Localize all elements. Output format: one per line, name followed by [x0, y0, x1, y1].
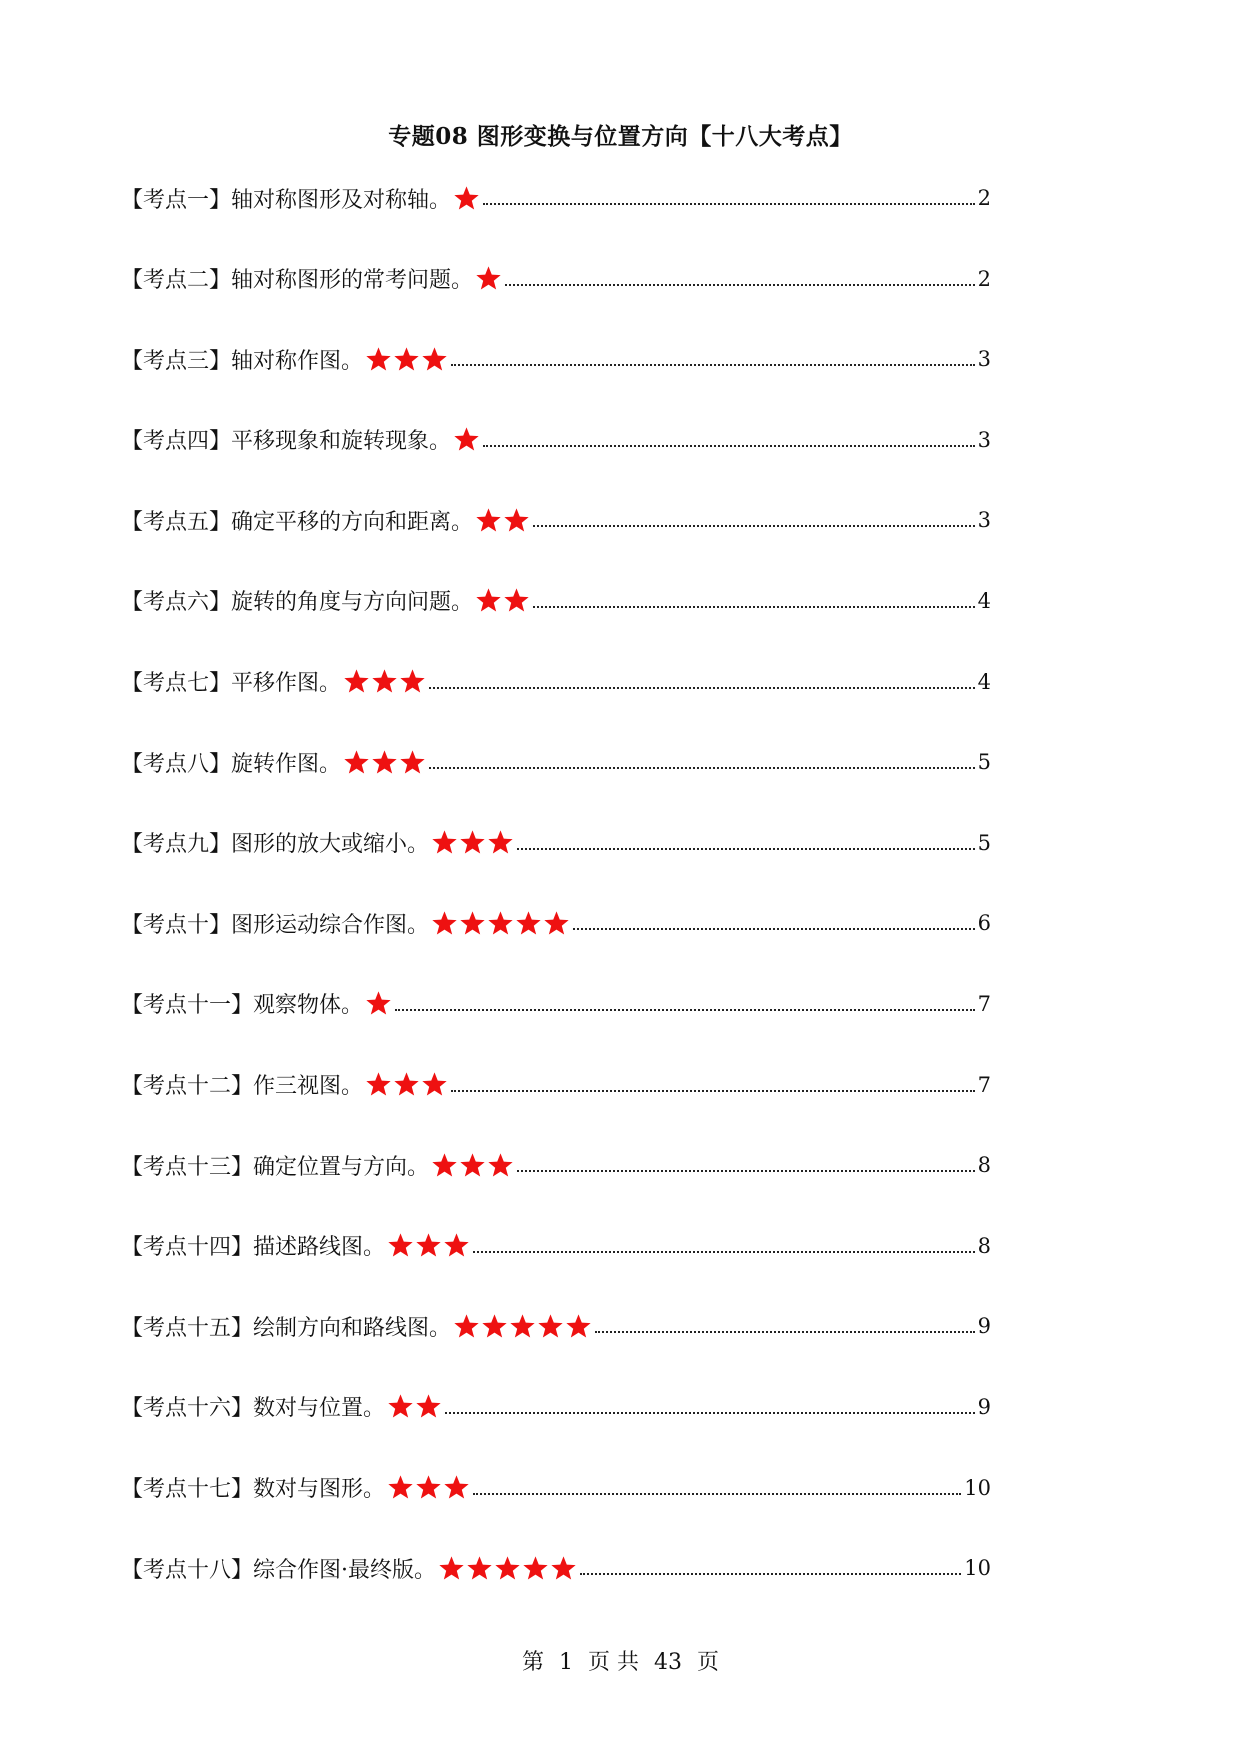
toc-entry[interactable]: [121, 259, 991, 299]
dot-leader: [395, 1009, 975, 1011]
toc-entry[interactable]: [121, 1306, 991, 1346]
star-icon: [415, 1232, 442, 1259]
toc-entry[interactable]: [121, 1468, 991, 1508]
toc-page-number: 8: [977, 1153, 991, 1178]
toc-entry-label: 【考点十七】数对与图形。: [121, 1477, 386, 1502]
dot-leader: [595, 1331, 975, 1333]
star-icon: [503, 507, 530, 534]
toc-entry[interactable]: [121, 1548, 991, 1588]
difficulty-stars: [343, 668, 427, 695]
toc-page-number: 8: [977, 1233, 991, 1258]
difficulty-stars: [475, 507, 531, 534]
difficulty-stars: [453, 1313, 593, 1340]
toc-entry-label: 【考点五】确定平移的方向和距离。: [121, 509, 474, 535]
difficulty-stars: [475, 265, 503, 292]
toc-entry-label: 【考点七】平移作图。: [121, 671, 342, 697]
star-icon: [515, 910, 542, 937]
dot-leader: [451, 1090, 975, 1092]
toc-page-number: 9: [977, 1314, 991, 1339]
toc-entry-label: 【考点三】轴对称作图。: [121, 348, 364, 374]
star-icon: [415, 1393, 442, 1420]
toc-page-number: 4: [977, 588, 991, 613]
toc-entry[interactable]: [121, 1065, 991, 1105]
dot-leader: [429, 687, 975, 689]
dot-leader: [445, 1412, 975, 1414]
star-icon: [365, 346, 392, 373]
star-icon: [509, 1313, 536, 1340]
star-icon: [459, 829, 486, 856]
star-icon: [487, 1152, 514, 1179]
dot-leader: [483, 445, 975, 447]
star-icon: [371, 668, 398, 695]
footer-total-pages: 43: [654, 1650, 682, 1675]
dot-leader: [517, 848, 975, 850]
difficulty-stars: [387, 1232, 471, 1259]
page-footer: [0, 1645, 1241, 1676]
star-icon: [387, 1393, 414, 1420]
dot-leader: [483, 203, 975, 205]
star-icon: [487, 910, 514, 937]
toc-entry[interactable]: [121, 420, 991, 460]
difficulty-stars: [365, 346, 449, 373]
toc-page-number: 4: [977, 669, 991, 694]
footer-suffix: 页: [697, 1650, 720, 1675]
star-icon: [475, 507, 502, 534]
difficulty-stars: [431, 910, 571, 937]
dot-leader: [429, 767, 975, 769]
star-icon: [399, 749, 426, 776]
dot-leader: [517, 1170, 975, 1172]
star-icon: [431, 1152, 458, 1179]
star-icon: [565, 1313, 592, 1340]
toc-entry-label: 【考点九】图形的放大或缩小。: [121, 832, 430, 858]
star-icon: [387, 1232, 414, 1259]
star-icon: [503, 587, 530, 614]
difficulty-stars: [453, 185, 481, 212]
dot-leader: [473, 1251, 975, 1253]
star-icon: [453, 426, 480, 453]
toc-page-number: 6: [977, 911, 991, 936]
toc-entry[interactable]: [121, 903, 991, 943]
star-icon: [494, 1555, 521, 1582]
toc-entry-label: 【考点四】平移现象和旋转现象。: [121, 429, 452, 455]
toc-entry[interactable]: [121, 662, 991, 702]
footer-prefix: 第: [521, 1650, 544, 1675]
toc-entry[interactable]: [121, 1145, 991, 1185]
toc-page-number: 2: [977, 186, 991, 210]
toc-entry-label: 【考点十六】数对与位置。: [121, 1396, 386, 1422]
toc-entry-label: 【考点十二】作三视图。: [121, 1074, 364, 1100]
toc-entry[interactable]: [121, 823, 991, 863]
dot-leader: [451, 364, 975, 366]
toc-entry-label: 【考点八】旋转作图。: [121, 751, 342, 777]
dot-leader: [533, 606, 975, 608]
toc-entry-label: 【考点二】轴对称图形的常考问题。: [121, 268, 474, 294]
footer-current-page: 1: [559, 1650, 573, 1675]
star-icon: [453, 1313, 480, 1340]
toc-page-number: 2: [977, 266, 991, 291]
difficulty-stars: [365, 1071, 449, 1098]
dot-leader: [533, 525, 975, 527]
difficulty-stars: [365, 990, 393, 1017]
star-icon: [415, 1474, 442, 1501]
toc-entry[interactable]: [121, 1226, 991, 1266]
dot-leader: [505, 284, 975, 286]
star-icon: [343, 668, 370, 695]
dot-leader: [580, 1573, 961, 1575]
dot-leader: [573, 928, 975, 930]
toc-entry-label: 【考点十】图形运动综合作图。: [121, 912, 430, 938]
toc-page-number: 10: [964, 1475, 991, 1500]
toc-entry-label: 【考点十五】绘制方向和路线图。: [121, 1315, 452, 1341]
footer-middle: 页 共: [588, 1650, 639, 1675]
star-icon: [487, 829, 514, 856]
toc-page-number: 9: [977, 1394, 991, 1419]
toc-entry[interactable]: [121, 178, 991, 218]
star-icon: [443, 1474, 470, 1501]
difficulty-stars: [387, 1474, 471, 1501]
toc-entry[interactable]: [121, 581, 991, 621]
star-icon: [475, 587, 502, 614]
star-icon: [365, 1071, 392, 1098]
difficulty-stars: [475, 587, 531, 614]
dot-leader: [473, 1493, 961, 1495]
star-icon: [453, 185, 480, 212]
difficulty-stars: [431, 829, 515, 856]
star-icon: [365, 990, 392, 1017]
star-icon: [387, 1474, 414, 1501]
star-icon: [399, 668, 426, 695]
star-icon: [481, 1313, 508, 1340]
toc-entry-label: 【考点一】轴对称图形及对称轴。: [121, 187, 452, 213]
toc-page-number: 3: [977, 347, 991, 372]
star-icon: [459, 1152, 486, 1179]
star-icon: [550, 1555, 577, 1582]
toc-page-number: 3: [977, 508, 991, 533]
toc-page-number: 5: [977, 750, 991, 775]
star-icon: [343, 749, 370, 776]
star-icon: [543, 910, 570, 937]
toc-entry-label: 【考点十三】确定位置与方向。: [121, 1154, 430, 1180]
toc-page-number: 7: [977, 1072, 991, 1097]
toc-entry[interactable]: [121, 984, 991, 1024]
toc-entry[interactable]: [121, 1387, 991, 1427]
star-icon: [393, 346, 420, 373]
star-icon: [466, 1555, 493, 1582]
toc-entry-label: 【考点十四】描述路线图。: [121, 1235, 386, 1261]
star-icon: [393, 1071, 420, 1098]
difficulty-stars: [387, 1393, 443, 1420]
star-icon: [421, 346, 448, 373]
toc-page-number: 7: [977, 991, 991, 1016]
star-icon: [421, 1071, 448, 1098]
star-icon: [371, 749, 398, 776]
toc-entry[interactable]: [121, 500, 991, 540]
star-icon: [459, 910, 486, 937]
toc-page-number: 10: [964, 1556, 991, 1581]
star-icon: [537, 1313, 564, 1340]
star-icon: [475, 265, 502, 292]
toc-entry-label: 【考点十八】综合作图·最终版。: [121, 1557, 436, 1583]
toc-page-number: 5: [977, 830, 991, 855]
difficulty-stars: [438, 1555, 578, 1582]
toc-entry-label: 【考点六】旋转的角度与方向问题。: [121, 590, 474, 616]
document-title: 专题08 图形变换与位置方向【十八大考点】: [388, 123, 853, 150]
star-icon: [522, 1555, 549, 1582]
star-icon: [431, 910, 458, 937]
toc-entry[interactable]: [121, 742, 991, 782]
table-of-contents: [121, 178, 991, 1629]
difficulty-stars: [453, 426, 481, 453]
difficulty-stars: [431, 1152, 515, 1179]
star-icon: [438, 1555, 465, 1582]
difficulty-stars: [343, 749, 427, 776]
star-icon: [443, 1232, 470, 1259]
toc-page-number: 3: [977, 427, 991, 452]
toc-entry[interactable]: [121, 339, 991, 379]
star-icon: [431, 829, 458, 856]
toc-entry-label: 【考点十一】观察物体。: [121, 993, 364, 1019]
